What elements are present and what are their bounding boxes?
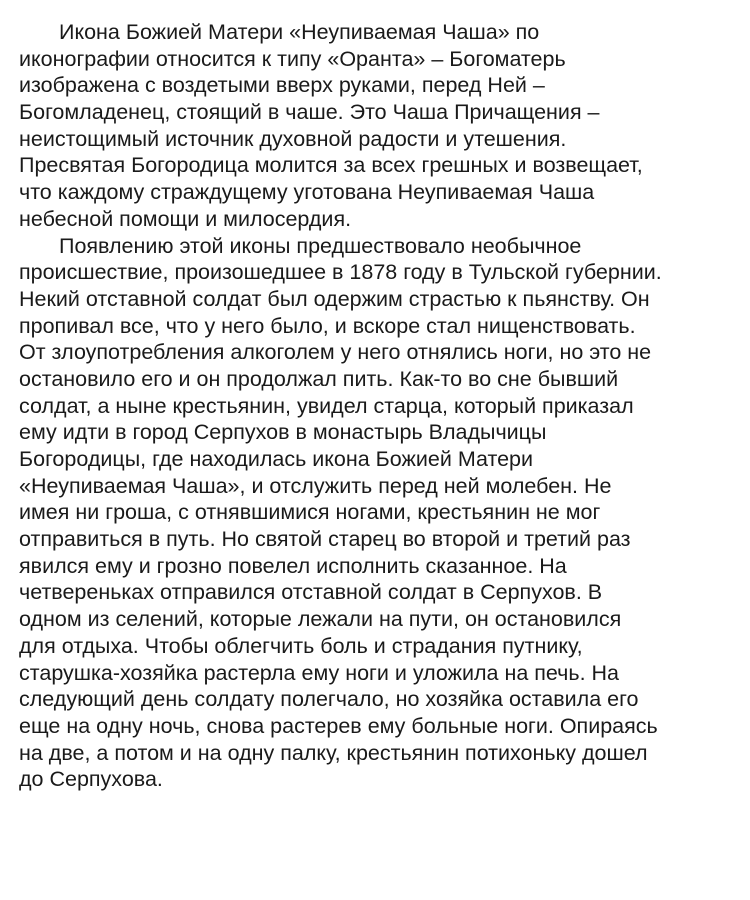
text-line: что каждому страждущему уготована Неупиваемая Чаша <box>19 180 595 205</box>
text-line: еще на одну ночь, снова растерев ему больные ноги. Опираясь <box>19 713 658 738</box>
text-line: изображена с воздетыми вверх руками, перед Ней – <box>19 73 545 98</box>
text-line: Богородицы, где находилась икона Божией Матери <box>19 447 534 471</box>
text-line: явился ему и грозно повелел исполнить сказанное. На <box>19 553 567 578</box>
text-line: следующий день солдату полегчало, но хозяйка оставила его <box>19 687 639 712</box>
text-line: для отдыха. Чтобы облегчить боль и страдания путнику, <box>19 633 583 658</box>
text-line: одном из селений, которые лежали на пути, он остановился <box>19 607 622 632</box>
text-line: четвереньках отправился отставной солдат в Серпухов. В <box>19 580 603 605</box>
text-line: остановило его и он продолжал пить. Как-то во сне бывший <box>19 366 619 391</box>
text-line: Некий отставной солдат был одержим страстью к пьянству. Он <box>19 286 650 311</box>
document-text <box>19 19 734 793</box>
text-line: старушка-хозяйка растерла ему ноги и уложила на печь. На <box>19 660 620 685</box>
paragraph-icon-history <box>19 233 734 793</box>
paragraph-icon-description <box>19 19 734 233</box>
text-line: происшествие, произошедшее в 1878 году в Тульской губернии. <box>19 260 662 285</box>
text-line: до Серпухова. <box>19 767 163 792</box>
text-line: ему идти в город Серпухов в монастырь Владычицы <box>19 420 547 445</box>
text-line: иконографии относится к типу «Оранта» – Богоматерь <box>19 46 566 71</box>
text-line: на две, а потом и на одну палку, крестьянин потихоньку дошел <box>19 740 648 765</box>
text-line: пропивал все, что у него было, и вскоре стал нищенствовать. <box>19 313 636 338</box>
text-line: имея ни гроша, с отнявшимися ногами, крестьянин не мог <box>19 500 601 525</box>
text-line: неистощимый источник духовной радости и утешения. <box>19 126 567 151</box>
text-line: отправиться в путь. Но святой старец во второй и третий раз <box>19 527 631 552</box>
text-line: Богомладенец, стоящий в чаше. Это Чаша Причащения – <box>19 100 600 125</box>
text-line: небесной помощи и милосердия. <box>19 206 352 231</box>
text-line: солдат, а ныне крестьянин, увидел старца, который приказал <box>19 393 634 418</box>
text-line: Икона Божией Матери «Неупиваемая Чаша» по <box>59 20 540 44</box>
text-line: От злоупотребления алкоголем у него отнялись ноги, но это не <box>19 340 652 365</box>
text-line: Появлению этой иконы предшествовало необычное <box>59 233 582 258</box>
text-line: «Неупиваемая Чаша», и отслужить перед ней молебен. Не <box>19 473 612 498</box>
text-line: Пресвятая Богородица молится за всех грешных и возвещает, <box>19 153 643 178</box>
